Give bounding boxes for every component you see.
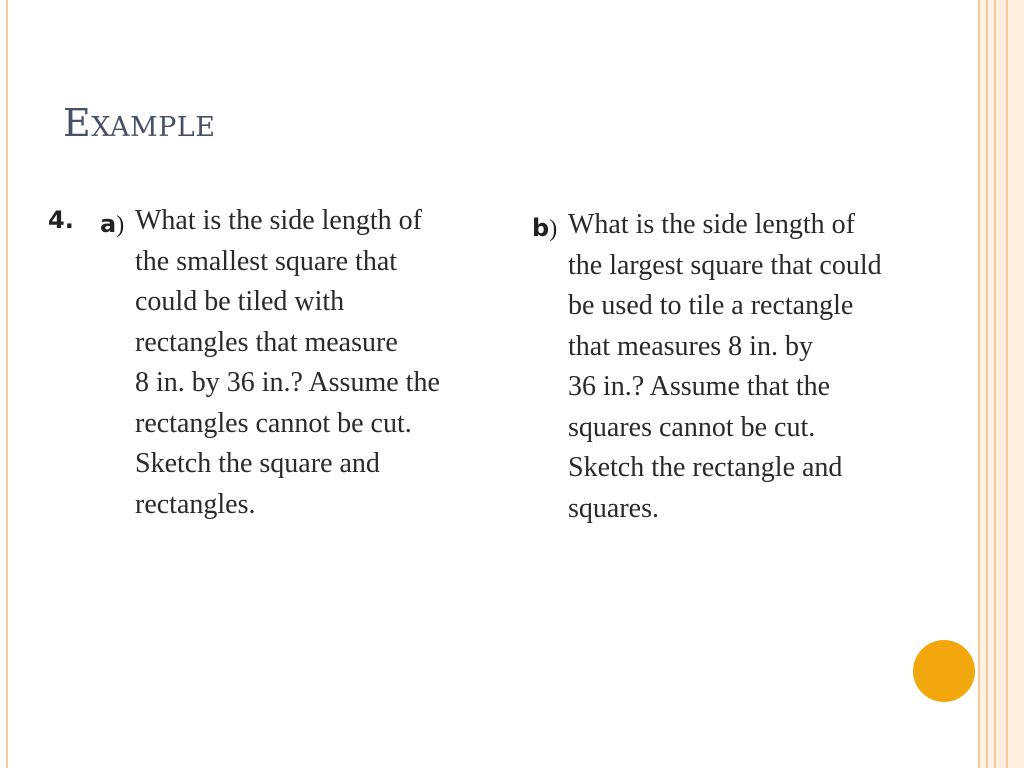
part-b-line: that measures 8 in. by: [568, 330, 813, 362]
part-a-text: [135, 201, 440, 525]
part-a-label: [100, 210, 124, 239]
left-border-line: [6, 0, 8, 768]
part-b-line: Sketch the rectangle and: [568, 452, 843, 483]
part-b-text: [568, 205, 882, 529]
problem-number: 4.: [48, 206, 74, 234]
part-a-line: What is the side length of: [135, 205, 422, 236]
part-a-letter: a: [100, 210, 117, 238]
orange-accent-circle: [913, 640, 975, 702]
part-a-line: rectangles that measure: [135, 326, 398, 358]
part-b-label: [532, 214, 557, 243]
part-b-line: the largest square that could: [568, 249, 882, 281]
part-a-line: Sketch the square and: [135, 448, 380, 479]
right-decorative-stripes: [978, 0, 1024, 768]
part-b-line: be used to tile a rectangle: [568, 290, 854, 321]
part-b-paren: ): [549, 216, 558, 242]
part-b-line: squares cannot be cut.: [568, 411, 816, 443]
part-b-letter: b: [532, 214, 550, 242]
part-a-line: the smallest square that: [135, 245, 398, 277]
part-a-line: rectangles cannot be cut.: [135, 407, 412, 439]
part-a-paren: ): [116, 212, 125, 238]
page-title: Example: [63, 101, 216, 145]
part-a-line: could be tiled with: [135, 286, 345, 317]
part-b-line: What is the side length of: [568, 209, 855, 240]
part-b-line: 36 in.? Assume that the: [568, 371, 831, 402]
part-a-line: 8 in. by 36 in.? Assume the: [135, 367, 440, 398]
part-a-line: rectangles.: [135, 488, 256, 520]
part-b-line: squares.: [568, 492, 659, 524]
